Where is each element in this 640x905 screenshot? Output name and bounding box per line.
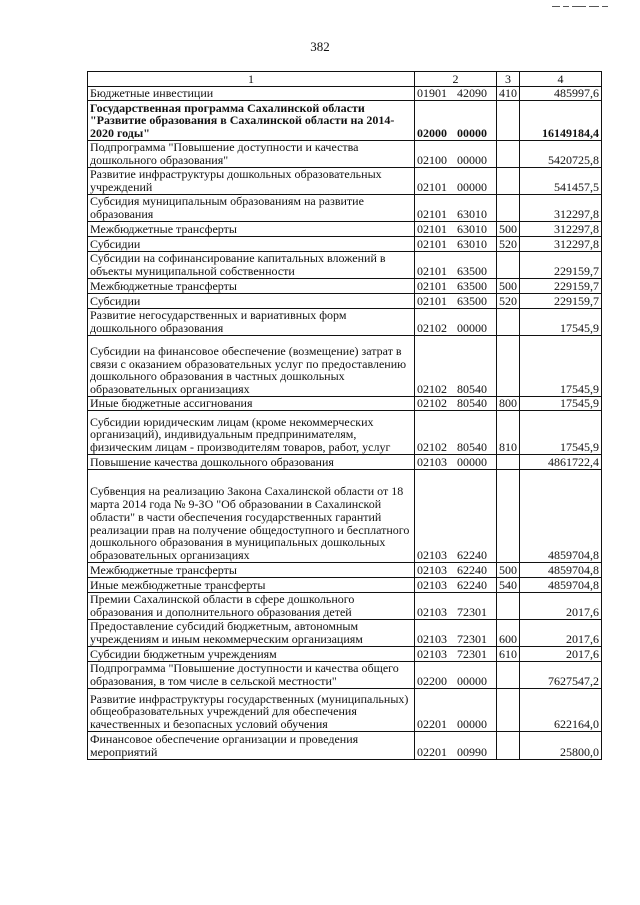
row-name: Развитие негосударственных и вариативных форм дошкольного образования <box>88 309 415 336</box>
table-row <box>88 593 602 620</box>
row-code-section: 02103 <box>417 455 447 470</box>
row-code <box>415 195 497 222</box>
row-name: Субсидии <box>88 294 415 309</box>
row-sum: 5420725,8 <box>520 141 602 168</box>
row-code-section: 02200 <box>417 674 447 689</box>
row-expense-type <box>497 195 520 222</box>
row-code-section: 02103 <box>417 632 447 647</box>
row-name: Субвенция на реализацию Закона Сахалинской области от 18 марта 2014 года № 9-ЗО "Об образовании в Сахалинской области" в части обеспечения государственных гарантий реализации прав на получение общедоступного и бесплатного дошкольного образования в муниципальных дошкольных образовательных организациях <box>88 470 415 563</box>
column-header-1: 1 <box>88 72 415 87</box>
row-name: Развитие инфраструктуры государственных (муниципальных) общеобразовательных учреждений для обеспечения качественных и безопасных условий обучения <box>88 689 415 732</box>
table-row <box>88 87 602 101</box>
table-row <box>88 252 602 279</box>
table-row <box>88 563 602 578</box>
row-code-item: 63010 <box>457 207 487 222</box>
row-code <box>415 563 497 578</box>
row-code-section: 02103 <box>417 548 447 563</box>
table-row <box>88 237 602 252</box>
row-sum: 2017,6 <box>520 647 602 662</box>
row-name: Подпрограмма "Повышение доступности и качества дошкольного образования" <box>88 141 415 168</box>
row-code-section: 02201 <box>417 717 447 732</box>
table-row <box>88 336 602 397</box>
row-sum: 7627547,2 <box>520 662 602 689</box>
row-sum: 25800,0 <box>520 732 602 760</box>
row-expense-type: 540 <box>497 578 520 593</box>
row-code-section: 02103 <box>417 605 447 620</box>
row-expense-type: 520 <box>497 237 520 252</box>
row-expense-type <box>497 470 520 563</box>
row-expense-type: 800 <box>497 397 520 411</box>
table-row <box>88 411 602 455</box>
row-code-item: 00000 <box>457 180 487 195</box>
row-code-section: 02201 <box>417 745 447 760</box>
row-code-item: 80540 <box>457 382 487 397</box>
row-name: Субсидии бюджетным учреждениям <box>88 647 415 662</box>
row-code-item: 00000 <box>457 455 487 470</box>
row-name: Субсидии юридическим лицам (кроме некоммерческих организаций), индивидуальным предпринимателям, физическим лицам - производителям товаров, работ, услуг <box>88 411 415 455</box>
row-expense-type: 810 <box>497 411 520 455</box>
table-row <box>88 294 602 309</box>
row-code-section: 02102 <box>417 321 447 336</box>
budget-table <box>87 71 602 760</box>
row-code-section: 02101 <box>417 279 447 294</box>
row-code-section: 02101 <box>417 294 447 309</box>
row-code-section: 02102 <box>417 396 447 411</box>
row-expense-type <box>497 732 520 760</box>
row-name: Развитие инфраструктуры дошкольных образовательных учреждений <box>88 168 415 195</box>
table-row <box>88 309 602 336</box>
row-code <box>415 336 497 397</box>
row-code-item: 62240 <box>457 578 487 593</box>
row-name: Государственная программа Сахалинской области "Развитие образования в Сахалинской области на 2014-2020 годы" <box>88 101 415 141</box>
row-expense-type: 610 <box>497 647 520 662</box>
row-code-section: 02103 <box>417 578 447 593</box>
row-expense-type: 520 <box>497 294 520 309</box>
row-expense-type <box>497 309 520 336</box>
row-sum: 4861722,4 <box>520 455 602 470</box>
row-code <box>415 470 497 563</box>
row-code <box>415 101 497 141</box>
row-name: Финансовое обеспечение организации и проведения мероприятий <box>88 732 415 760</box>
row-code <box>415 455 497 470</box>
row-sum: 17545,9 <box>520 411 602 455</box>
row-expense-type <box>497 593 520 620</box>
table-row <box>88 397 602 411</box>
row-sum: 622164,0 <box>520 689 602 732</box>
row-name: Субсидии на финансовое обеспечение (возмещение) затрат в связи с оказанием образовательных услуг по предоставлению дошкольного образования в частных дошкольных образовательных организациях <box>88 336 415 397</box>
row-code-item: 62240 <box>457 548 487 563</box>
row-expense-type: 500 <box>497 279 520 294</box>
row-code-item: 00000 <box>457 126 487 141</box>
row-code-item: 00000 <box>457 674 487 689</box>
row-code-item: 42090 <box>457 86 487 101</box>
row-code <box>415 620 497 647</box>
row-code-item: 72301 <box>457 632 487 647</box>
row-code <box>415 168 497 195</box>
table-row <box>88 578 602 593</box>
column-header-2: 2 <box>415 72 497 87</box>
row-code-item: 80540 <box>457 396 487 411</box>
table-row <box>88 195 602 222</box>
row-code <box>415 279 497 294</box>
page-number: 382 <box>310 39 330 54</box>
row-code-section: 02101 <box>417 222 447 237</box>
row-code-section: 02103 <box>417 563 447 578</box>
row-code-section: 02100 <box>417 153 447 168</box>
row-code-item: 72301 <box>457 605 487 620</box>
row-expense-type <box>497 141 520 168</box>
row-sum: 312297,8 <box>520 222 602 237</box>
row-code <box>415 309 497 336</box>
row-expense-type <box>497 252 520 279</box>
row-name: Бюджетные инвестиции <box>88 87 415 101</box>
table-row <box>88 647 602 662</box>
row-code-section: 02102 <box>417 382 447 397</box>
row-code-section: 02101 <box>417 237 447 252</box>
row-expense-type <box>497 336 520 397</box>
row-sum: 229159,7 <box>520 279 602 294</box>
row-sum: 4859704,8 <box>520 578 602 593</box>
table-header-row <box>88 72 602 87</box>
table-row <box>88 470 602 563</box>
row-sum: 16149184,4 <box>520 101 602 141</box>
table-body <box>88 87 602 760</box>
row-sum: 17545,9 <box>520 336 602 397</box>
row-expense-type: 500 <box>497 222 520 237</box>
table-row <box>88 222 602 237</box>
row-name: Субсидии <box>88 237 415 252</box>
column-header-4: 4 <box>520 72 602 87</box>
row-code-item: 63010 <box>457 237 487 252</box>
row-sum: 485997,6 <box>520 87 602 101</box>
row-code <box>415 689 497 732</box>
table-row <box>88 689 602 732</box>
row-code-section: 02000 <box>417 126 447 141</box>
row-expense-type: 600 <box>497 620 520 647</box>
row-sum: 2017,6 <box>520 593 602 620</box>
row-code <box>415 647 497 662</box>
row-name: Премии Сахалинской области в сфере дошкольного образования и дополнительного образования детей <box>88 593 415 620</box>
row-expense-type <box>497 689 520 732</box>
row-name: Субсидии на софинансирование капитальных вложений в объекты муниципальной собственности <box>88 252 415 279</box>
row-code-item: 63500 <box>457 294 487 309</box>
row-code <box>415 732 497 760</box>
row-name: Иные бюджетные ассигнования <box>88 397 415 411</box>
row-sum: 229159,7 <box>520 252 602 279</box>
table-row <box>88 455 602 470</box>
row-code-item: 80540 <box>457 440 487 455</box>
table-row <box>88 279 602 294</box>
row-name: Субсидия муниципальным образованиям на развитие образования <box>88 195 415 222</box>
row-code <box>415 222 497 237</box>
row-code-section: 01901 <box>417 86 447 101</box>
row-name: Межбюджетные трансферты <box>88 279 415 294</box>
row-sum: 17545,9 <box>520 309 602 336</box>
row-code <box>415 237 497 252</box>
row-code-section: 02101 <box>417 180 447 195</box>
table-row <box>88 141 602 168</box>
row-code-item: 63500 <box>457 279 487 294</box>
row-name: Межбюджетные трансферты <box>88 563 415 578</box>
row-sum: 4859704,8 <box>520 563 602 578</box>
row-code-section: 02101 <box>417 264 447 279</box>
row-code-item: 00990 <box>457 745 487 760</box>
row-code-item: 00000 <box>457 717 487 732</box>
row-expense-type <box>497 662 520 689</box>
row-code-section: 02103 <box>417 647 447 662</box>
row-expense-type: 410 <box>497 87 520 101</box>
row-name: Иные межбюджетные трансферты <box>88 578 415 593</box>
row-code <box>415 662 497 689</box>
row-name: Повышение качества дошкольного образования <box>88 455 415 470</box>
row-code <box>415 397 497 411</box>
column-header-3: 3 <box>497 72 520 87</box>
row-sum: 4859704,8 <box>520 470 602 563</box>
row-code-section: 02101 <box>417 207 447 222</box>
row-expense-type <box>497 455 520 470</box>
row-code-item: 63500 <box>457 264 487 279</box>
row-code-section: 02102 <box>417 440 447 455</box>
row-sum: 17545,9 <box>520 397 602 411</box>
row-code <box>415 294 497 309</box>
row-sum: 2017,6 <box>520 620 602 647</box>
table-row <box>88 732 602 760</box>
row-code-item: 00000 <box>457 153 487 168</box>
row-expense-type <box>497 101 520 141</box>
row-code <box>415 87 497 101</box>
row-name: Подпрограмма "Повышение доступности и качества общего образования, в том числе в сельской местности" <box>88 662 415 689</box>
row-code <box>415 593 497 620</box>
row-code <box>415 252 497 279</box>
row-name: Межбюджетные трансферты <box>88 222 415 237</box>
row-name: Предоставление субсидий бюджетным, автономным учреждениям и иным некоммерческим организациям <box>88 620 415 647</box>
row-sum: 541457,5 <box>520 168 602 195</box>
table-row <box>88 168 602 195</box>
row-code-item: 62240 <box>457 563 487 578</box>
scan-marks <box>552 6 626 10</box>
row-code <box>415 141 497 168</box>
row-expense-type: 500 <box>497 563 520 578</box>
table-row <box>88 101 602 141</box>
row-sum: 312297,8 <box>520 195 602 222</box>
table-row <box>88 662 602 689</box>
row-code-item: 63010 <box>457 222 487 237</box>
row-code-item: 00000 <box>457 321 487 336</box>
table-row <box>88 620 602 647</box>
row-sum: 229159,7 <box>520 294 602 309</box>
row-code-item: 72301 <box>457 647 487 662</box>
row-expense-type <box>497 168 520 195</box>
row-code <box>415 578 497 593</box>
row-sum: 312297,8 <box>520 237 602 252</box>
row-code <box>415 411 497 455</box>
